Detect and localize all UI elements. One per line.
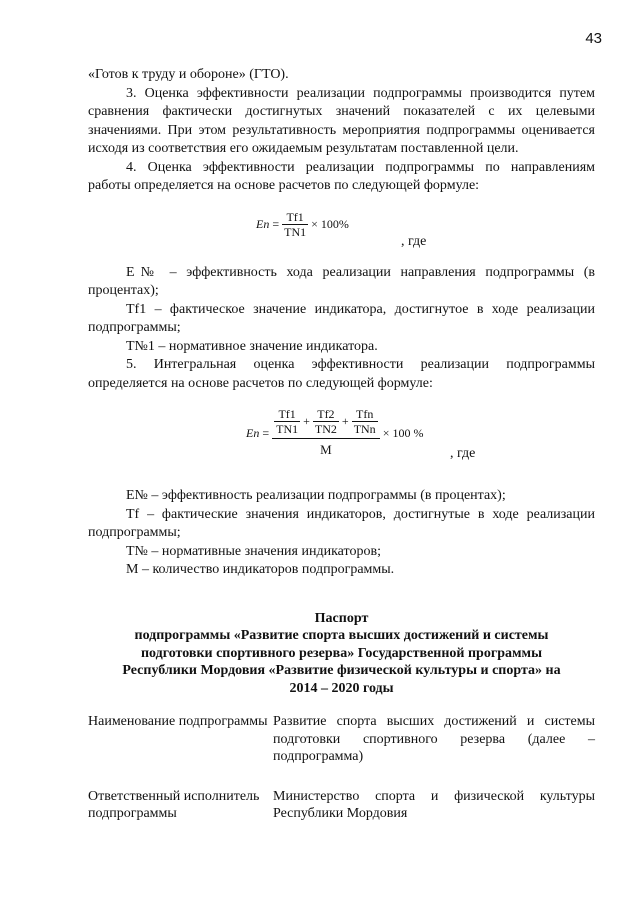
formula-equals: =	[262, 426, 270, 440]
paragraph: М – количество индикаторов подпрограммы.	[126, 562, 395, 577]
formula-sum	[272, 407, 380, 439]
formula-lhs: En	[256, 216, 270, 231]
formula-term-denominator: TNn	[353, 422, 376, 436]
formula-equals: =	[272, 216, 280, 231]
passport-row-value: Министерство спорта и физической культуры Республики Мордовия	[273, 788, 595, 821]
paragraph: Е№ – эффективность реализации подпрограммы (в процентах);	[126, 488, 506, 503]
table-row-spacer	[88, 766, 595, 788]
paragraph: 4. Оценка эффективности реализации подпрограммы по направлениям работы определяется на основе расчетов по следующей формуле:	[88, 159, 595, 193]
paragraph: Tf – фактические значения индикаторов, достигнутые в ходе реализации подпрограммы;	[88, 506, 595, 540]
paragraph: 5. Интегральная оценка эффективности реализации подпрограммы определяется на основе расчетов по следующей формуле:	[88, 357, 595, 391]
formula-term	[313, 407, 339, 436]
formula-term	[274, 407, 300, 436]
formula-fraction	[282, 210, 308, 239]
formula-suffix: , где	[401, 233, 427, 249]
passport-title-line: 2014 – 2020 годы	[289, 680, 394, 696]
paragraphs-bottom	[88, 487, 595, 580]
formula-numerator: Tf1	[282, 210, 308, 225]
formula-multiplier: × 100%	[311, 216, 349, 231]
formula-term-numerator: Tfn	[352, 407, 378, 422]
table-row	[88, 788, 595, 823]
formula-suffix: , где	[450, 446, 476, 461]
formula-direction-efficiency	[88, 208, 595, 252]
passport-title-line: подготовки спортивного резерва» Государственной программы	[140, 645, 542, 661]
formula-term-denominator: TN2	[314, 422, 337, 436]
formula-divisor: M	[320, 442, 332, 457]
passport-title-line: Паспорт	[314, 610, 369, 626]
formula-term	[352, 407, 378, 436]
paragraph: Т№ – нормативные значения индикаторов;	[126, 543, 381, 559]
formula-big-fraction	[272, 407, 380, 460]
passport-title-line: Республики Мордовия «Развитие физической культуры и спорта» на	[122, 663, 561, 678]
passport-row-label: Наименование подпрограммы	[88, 714, 268, 729]
table-row	[88, 713, 595, 766]
page-number: 43	[585, 30, 602, 47]
formula-term-numerator: Tf2	[313, 407, 339, 422]
formula-multiplier: × 100 %	[382, 426, 424, 440]
formula-denominator: TN1	[284, 224, 307, 239]
paragraph: Tf1 – фактическое значение индикатора, достигнутое в ходе реализации подпрограммы;	[88, 301, 595, 335]
passport-row-value: Развитие спорта высших достижений и системы подготовки спортивного резерва (далее – подпрограмма)	[273, 714, 595, 764]
paragraph: 3. Оценка эффективности реализации подпрограммы производится путем сравнения фактически достигнутых значений показателей с их целевыми значениями. При этом результативность мероприятия подпрограммы оценивается исходя из соответствия его ожидаемым результатам поставленной цели.	[88, 85, 595, 156]
formula-lhs: En	[246, 426, 260, 440]
formula-plus: +	[341, 414, 349, 429]
passport-row-label: Ответственный исполнитель подпрограммы	[88, 788, 260, 821]
formula-term-numerator: Tf1	[274, 407, 300, 422]
formula-integral-efficiency	[88, 407, 595, 473]
formula-term-denominator: TN1	[276, 422, 299, 436]
passport-title-line: подпрограммы «Развитие спорта высших достижений и системы	[134, 628, 549, 643]
paragraph: Е№ – эффективность хода реализации направления подпрограммы (в процентах);	[88, 264, 595, 298]
paragraph: «Готов к труду и обороне» (ГТО).	[88, 67, 289, 82]
paragraphs-mid	[88, 264, 595, 394]
passport-title	[88, 610, 595, 698]
passport-table	[88, 713, 595, 823]
paragraph: Т№1 – нормативное значение индикатора.	[126, 338, 378, 354]
document-body	[88, 66, 595, 823]
formula-plus: +	[303, 414, 310, 429]
paragraphs-top	[88, 66, 595, 196]
